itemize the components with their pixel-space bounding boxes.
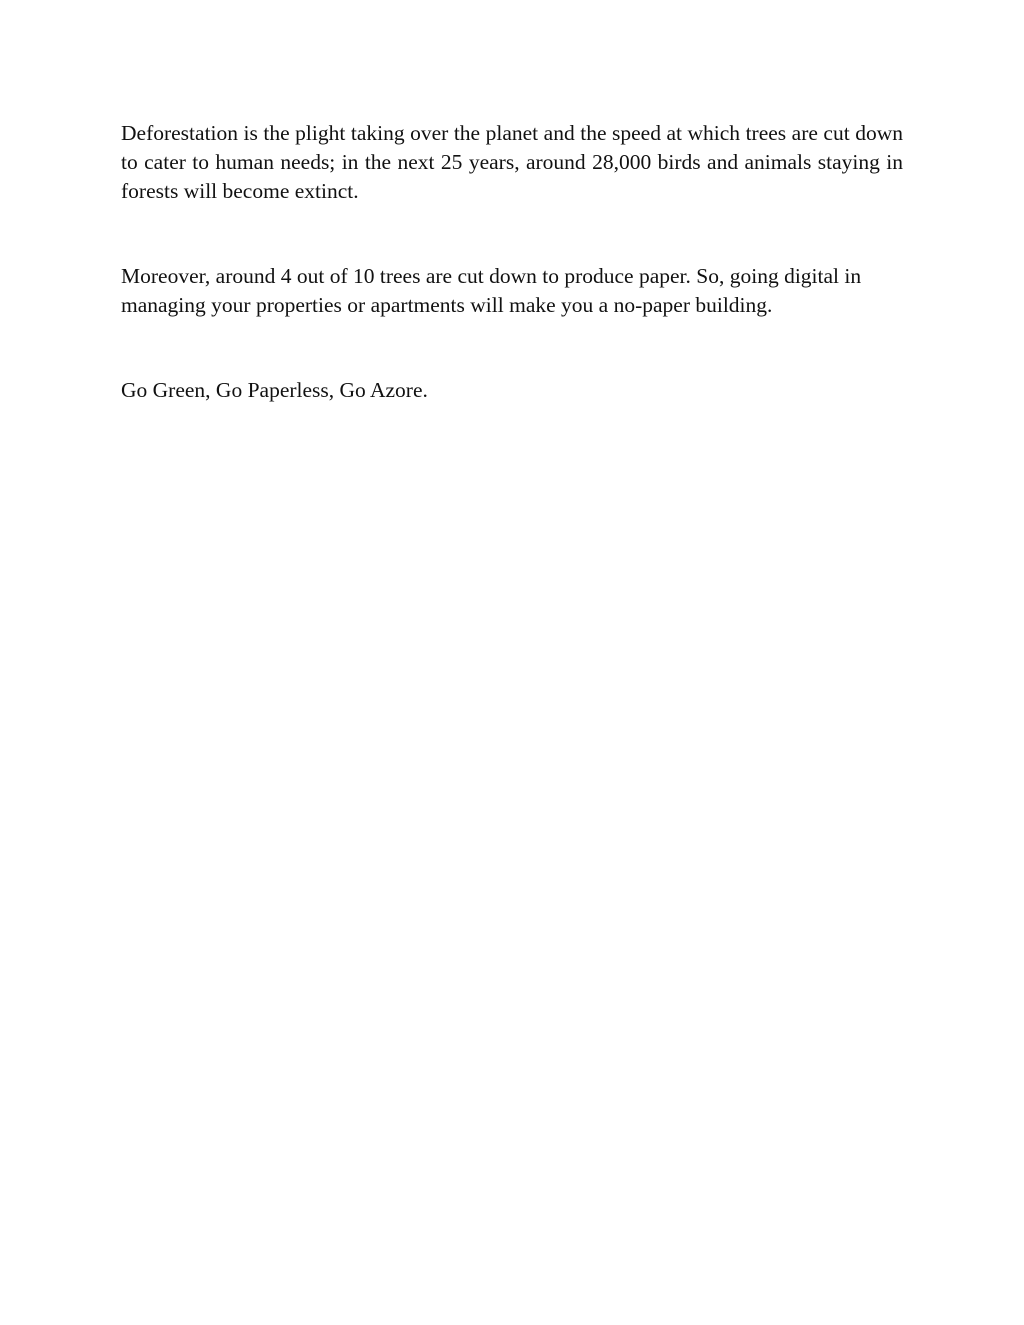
document-body xyxy=(121,119,903,405)
paragraph-slogan: Go Green, Go Paperless, Go Azore. xyxy=(121,378,428,402)
paragraph-deforestation: Deforestation is the plight taking over the planet and the speed at which trees are cut down to cater to human needs; in the next 25 years, around 28,000 birds and animals staying in forests will become extinct. xyxy=(121,121,903,203)
paragraph-paper-usage: Moreover, around 4 out of 10 trees are cut down to produce paper. So, going digital in managing your properties or apartments will make you a no-paper building. xyxy=(121,264,862,317)
